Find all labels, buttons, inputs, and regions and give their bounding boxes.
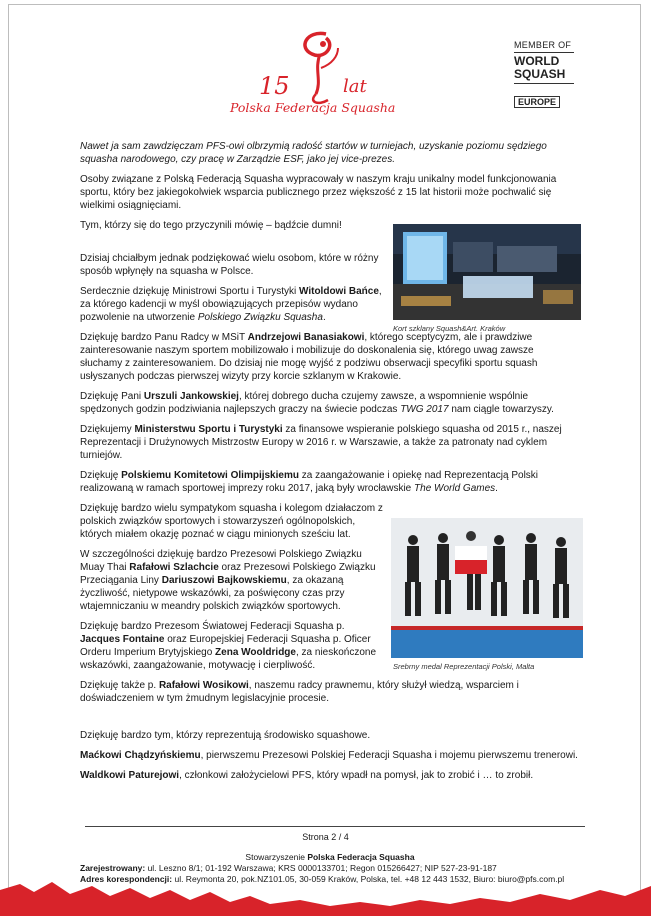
letter-body bbox=[80, 140, 578, 789]
badge-title-squash: SQUASH bbox=[514, 67, 566, 81]
badge-divider-2 bbox=[514, 83, 574, 84]
paragraph-chadzynski: Maćkowi Chądzyńskiemu, pierwszemu Prezesowi Polskiej Federacji Squasha i mojemu pierwszemu trenerowi. bbox=[80, 750, 578, 761]
paragraph-jankowska: Dziękuję Pani Urszuli Jankowskiej, której dobrego ducha czujemy zawsze, a wspomnienie wspólnie spędzonych godzin podziwiania najlepszych graczy na świecie podczas TWG 2017 nam ciągle towarzyszy. bbox=[80, 391, 554, 415]
paragraph-pkol: Dziękuję Polskiemu Komitetowi Olimpijskiemu za zaangażowanie i opiekę nad Reprezentacją Polski realizowaną w ramach sportowej imprezy roku 2017, jaką były wrocławskie The World Games. bbox=[80, 470, 539, 494]
badge-region: EUROPE bbox=[514, 96, 560, 108]
paragraph-thanks-intro: Dzisiaj chciałbym jednak podziękować wielu osobom, które w różny sposób wpłynęły na squasha w Polsce. bbox=[80, 253, 379, 277]
footer-divider bbox=[85, 826, 585, 827]
pfs-15-lat-logo bbox=[228, 24, 428, 124]
paragraph-proud: Tym, którzy się do tego przyczynili mówię – bądźcie dumni! bbox=[80, 220, 342, 231]
paragraph-lawyer: Dziękuję także p. Rafałowi Wosikowi, naszemu radcy prawnemu, który służył wiedzą, wsparciem i doświadczeniem w tym żmudnym legislacyjnie procesie. bbox=[80, 680, 519, 704]
paragraph-associations: W szczególności dziękuję bardzo Prezesowi Polskiego Związku Muay Thai Rafałowi Szlachcie oraz Prezesowi Polskiego Związku Przeciągania Liny Dariuszowi Bajkowskiemu, za okazaną życzliwość, nietypowe wskazówki, za poświęcony czas przy wtajemniczaniu w meandry polskich związków sportowych. bbox=[80, 549, 376, 612]
paragraph-intro: Nawet ja sam zawdzięczam PFS-owi olbrzymią radość startów w turniejach, uzyskanie poziomu sędziego squasha narodowego, czy pracę w Zarządzie ESF, jako jej vice-prezes. bbox=[80, 141, 547, 165]
badge-divider bbox=[514, 52, 574, 53]
footer-correspondence: Adres korespondencji: ul. Reymonta 20, pok.NZ101.05, 30-059 Kraków, Polska, tel. +48 12 443 1532, Biuro: biuro@pfs.com.pl bbox=[80, 874, 565, 884]
photo-caption-medal: Srebrny medal Reprezentacji Polski, Malta bbox=[393, 662, 535, 671]
footer-org: Stowarzyszenie Polska Federacja Squasha bbox=[245, 852, 415, 862]
paragraph-ministry: Dziękujemy Ministerstwu Sportu i Turystyki za finansowe wspieranie polskiego squasha od 2015 r., naszej Reprezentacji i Drużynowych Mistrzostw Europy w 2016 r. w Warszawie, a także za patronaty nad cyklem turniejów. bbox=[80, 424, 562, 461]
logo-subtitle: Polska Federacja Squasha bbox=[230, 100, 396, 115]
paragraph-banasiak: Dziękuję bardzo Panu Radcy w MSiT Andrzejowi Banasiakowi, którego sceptycyzm, ale i prawdziwe zainteresowanie naszym sportem mobilizowało i mobilizuje do doskonalenia się, którego uwag zawsze słuchamy z zainteresowaniem. Do dzisiaj nie mogę wyjść z podziwu obserwacji specyfiki sportu squash usłyszanych podczas pierwszej wizyty przy korcie szklanym w Krakowie. bbox=[80, 332, 538, 382]
world-squash-badge bbox=[514, 40, 576, 110]
red-brush-decoration bbox=[0, 880, 651, 916]
paragraph-federations: Dziękuję bardzo Prezesom Światowej Federacji Squasha p. Jacques Fontaine oraz Europejskiej Federacji Squasha p. Oficer Orderu Imperium Brytyjskiego Zena Wooldridge, za nieskończone wskazówki, zaangażowanie, motywację i cierpliwość. bbox=[80, 621, 377, 671]
badge-title-world: WORLD bbox=[514, 54, 560, 68]
paragraph-sympathizers: Dziękuję bardzo wielu sympatykom squasha i kolegom działaczom z polskich związków sportowych i stowarzyszeń ogólnopolskich, których miałem okazję poznać w ciągu minionych sześciu lat. bbox=[80, 503, 383, 540]
footer-registered: Zarejestrowany: ul. Leszno 8/1; 01-192 Warszawa; KRS 0000133701; Regon 015266427; NIP 527-23-91-187 bbox=[80, 863, 497, 873]
logo-number: 15 bbox=[259, 72, 290, 100]
photo-caption-court: Kort szklany Squash&Art. Kraków bbox=[393, 324, 506, 333]
paragraph-paturej: Waldkowi Paturejowi, członkowi założycielowi PFS, który wpadł na pomysł, jak to zrobić i … to zrobił. bbox=[80, 770, 534, 781]
page-number: Strona 2 / 4 bbox=[302, 832, 349, 842]
badge-member-of: MEMBER OF bbox=[514, 40, 572, 50]
paragraph-minister: Serdecznie dziękuję Ministrowi Sportu i Turystyki Witoldowi Bańce, za którego kadencji w myśl obowiązujących przepisów wydano pozwolenie na utworzenie Polskiego Związku Squasha. bbox=[80, 286, 382, 323]
paragraph-model: Osoby związane z Polską Federacją Squasha wypracowały w naszym kraju unikalny model funkcjonowania sportu, który bez jakiegokolwiek wsparcia publicznego przez większość z 15 lat historii może pochwalić się wielkimi osiągnięciami. bbox=[80, 174, 557, 211]
paragraph-community: Dziękuję bardzo tym, którzy reprezentują środowisko squashowe. bbox=[80, 730, 371, 741]
logo-word: lat bbox=[343, 76, 367, 97]
